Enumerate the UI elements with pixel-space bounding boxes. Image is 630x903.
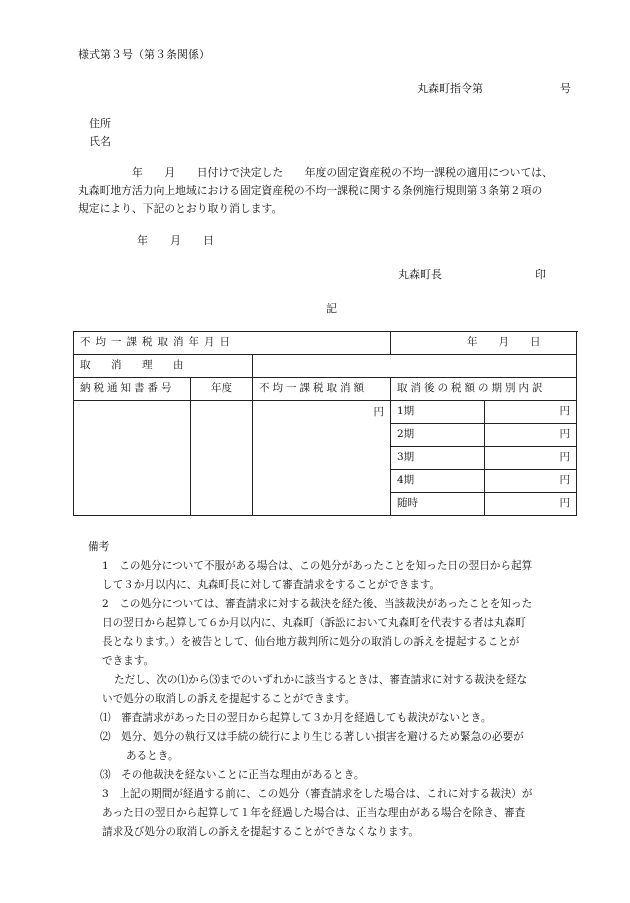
remarks-line: ただし、次の⑴から⑶までのいずれかに該当するときは、審査請求に対する裁決を経な <box>114 674 528 686</box>
period-amount: 円 <box>485 401 577 424</box>
body-line: 年 月 日付けで決定した 年度の固定資産税の不均一課税の適用については、 <box>78 166 553 179</box>
body-line: 規定により、下記のとおり取り消します。 <box>78 202 283 215</box>
period-label: 3期 <box>391 447 485 470</box>
reason-value <box>253 355 577 378</box>
breakdown-header: 取消後の税額の期別内訳 <box>391 378 577 401</box>
period-amount: 円 <box>485 493 577 516</box>
notice-number-cell <box>74 401 191 516</box>
directive-suffix: 号 <box>560 82 571 95</box>
remarks-line: ⑶ その他裁決を経ないことに正当な理由があるとき。 <box>100 769 365 781</box>
remarks-line: 長となります。）を被告として、仙台地方裁判所に処分の取消しの訴えを提起することが <box>102 636 520 648</box>
cancel-date-label: 不均一課税取消年月日 <box>74 332 391 355</box>
remarks-line: あるとき。 <box>126 750 179 762</box>
remarks-title: 備考 <box>88 541 110 553</box>
remarks-line: ⑵ 処分、処分の執行又は手続の続行により生じる著しい損害を避けるため緊急の必要が <box>100 731 524 743</box>
remarks-line: 2 この処分については、審査請求に対する裁決を経た後、当該裁決があったことを知った <box>102 598 533 610</box>
name-label: 氏名 <box>89 135 111 148</box>
remarks-line: 請求及び処分の取消しの訴えを提起することができなくなります。 <box>102 826 419 838</box>
amount-cell <box>253 401 391 516</box>
remarks <box>88 538 568 842</box>
body-text <box>78 164 578 218</box>
remarks-line: 日の翌日から起算して６か月以内に、丸森町（訴訟において丸森町を代表する者は丸森町 <box>102 617 526 629</box>
period-amount: 円 <box>485 470 577 493</box>
body-line: 丸森町地方活力向上地域における固定資産税の不均一課税に関する条例施行規則第３条第２項の <box>78 184 543 197</box>
period-label: 2期 <box>391 424 485 447</box>
period-label: 随時 <box>391 493 485 516</box>
amount-header: 不均一課税取消額 <box>253 378 391 401</box>
remarks-line: ⑴ 審査請求があった日の翌日から起算して３か月を経過しても裁決がないとき。 <box>100 712 492 724</box>
period-amount: 円 <box>485 424 577 447</box>
cancellation-table <box>73 331 577 516</box>
issuer-title: 丸森町長 <box>398 268 442 281</box>
issue-date: 年 月 日 <box>137 234 214 247</box>
seal-mark: 印 <box>535 268 546 281</box>
ki-heading: 記 <box>326 302 337 315</box>
notice-number-header: 納税通知書番号 <box>74 378 191 401</box>
directive-prefix: 丸森町指令第 <box>417 82 483 95</box>
remarks-line: して３か月以内に、丸森町長に対して審査請求をすることができます。 <box>102 579 441 591</box>
year-header: 年度 <box>191 378 253 401</box>
address-label: 住所 <box>89 117 111 130</box>
period-label: 1期 <box>391 401 485 424</box>
period-label: 4期 <box>391 470 485 493</box>
reason-label: 取 消 理 由 <box>74 355 253 378</box>
amount-yen: 円 <box>373 406 384 418</box>
remarks-line: あった日の翌日から起算して１年を経過した場合は、正当な理由がある場合を除き、審査 <box>102 807 526 819</box>
form-number: 様式第３号（第３条関係） <box>78 48 210 61</box>
cancel-date-value: 年 月 日 <box>391 332 577 355</box>
remarks-line: 1 この処分について不服がある場合は、この処分があったことを知った日の翌日から起算 <box>102 560 533 572</box>
period-amount: 円 <box>485 447 577 470</box>
year-cell <box>191 401 253 516</box>
remarks-line: 3 上記の期間が経過する前に、この処分（審査請求をした場合は、これに対する裁決）が <box>102 788 533 800</box>
remarks-line: できます。 <box>102 655 155 667</box>
remarks-line: いで処分の取消しの訴えを提起することができます。 <box>102 693 356 705</box>
